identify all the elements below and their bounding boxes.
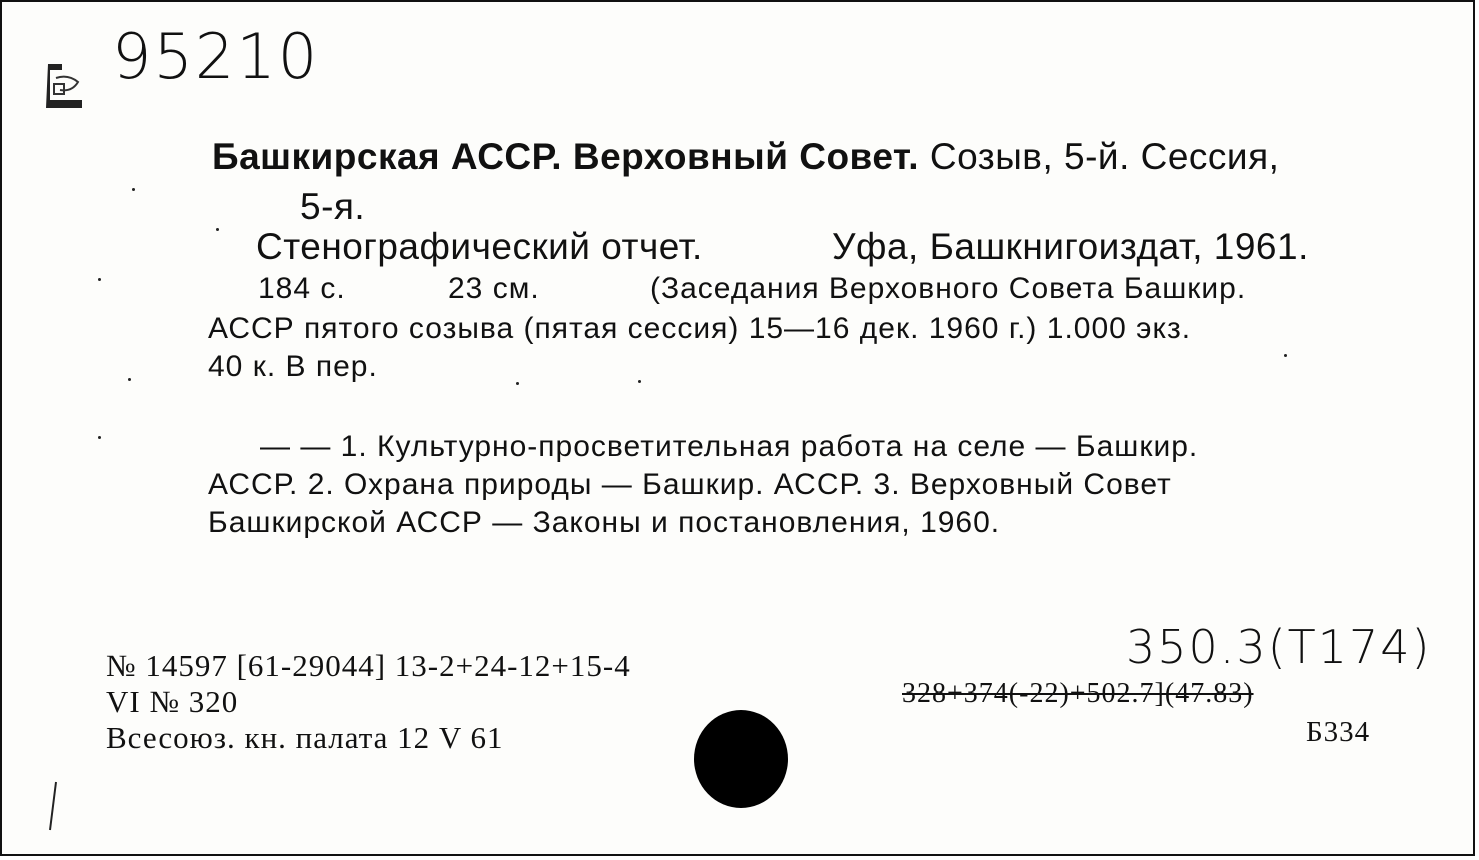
stray-mark bbox=[128, 378, 131, 381]
stray-mark bbox=[132, 188, 135, 191]
stray-mark bbox=[98, 436, 101, 439]
chamber-date: Всесоюз. кн. палата 12 V 61 bbox=[106, 720, 504, 755]
pagination: 184 с. bbox=[258, 272, 346, 305]
tracing-line-3: Башкирской АССР — Законы и постановления, 1960. bbox=[208, 506, 1001, 539]
heading-session: Созыв, 5-й. Сессия, bbox=[919, 136, 1280, 177]
dimensions: 23 см. bbox=[448, 272, 540, 305]
stray-mark bbox=[1284, 354, 1287, 357]
punch-hole bbox=[694, 710, 788, 808]
imprint: Уфа, Башкнигоиздат, 1961. bbox=[832, 226, 1309, 267]
tracing-line-1: — — 1. Культурно-просветительная работа на селе — Башкир. bbox=[260, 430, 1199, 463]
stray-mark bbox=[98, 278, 101, 281]
heading-author: Башкирская АССР. Верховный Совет. bbox=[212, 136, 920, 177]
record-number: № 14597 [61-29044] 13-2+24-12+15-4 bbox=[106, 648, 631, 683]
heading-line bbox=[212, 136, 1279, 178]
title: Стенографический отчет. bbox=[256, 226, 703, 267]
stray-mark bbox=[216, 228, 219, 231]
accession-number: 95210 bbox=[112, 20, 320, 93]
series-note: (Заседания Верховного Совета Башкир. bbox=[650, 272, 1247, 305]
shelf-code: Б334 bbox=[1306, 716, 1371, 748]
series-note-continued: АССР пятого созыва (пятая сессия) 15—16 дек. 1960 г.) 1.000 экз. bbox=[208, 312, 1192, 345]
stamp-icon bbox=[42, 60, 90, 112]
tracing-line-2: АССР. 2. Охрана природы — Башкир. АССР. 3. Верховный Совет bbox=[208, 468, 1172, 501]
class-numbers: 328+374(-22)+502.7](47.83) bbox=[902, 678, 1254, 709]
handwritten-class-number: 350.3(Т174) bbox=[1126, 620, 1432, 674]
stray-mark bbox=[516, 382, 519, 385]
pencil-stroke bbox=[42, 778, 62, 834]
volume-number: VI № 320 bbox=[106, 684, 239, 719]
price-note: 40 к. В пер. bbox=[208, 350, 378, 383]
heading-continuation: 5-я. bbox=[300, 186, 366, 227]
stray-mark bbox=[638, 380, 641, 383]
